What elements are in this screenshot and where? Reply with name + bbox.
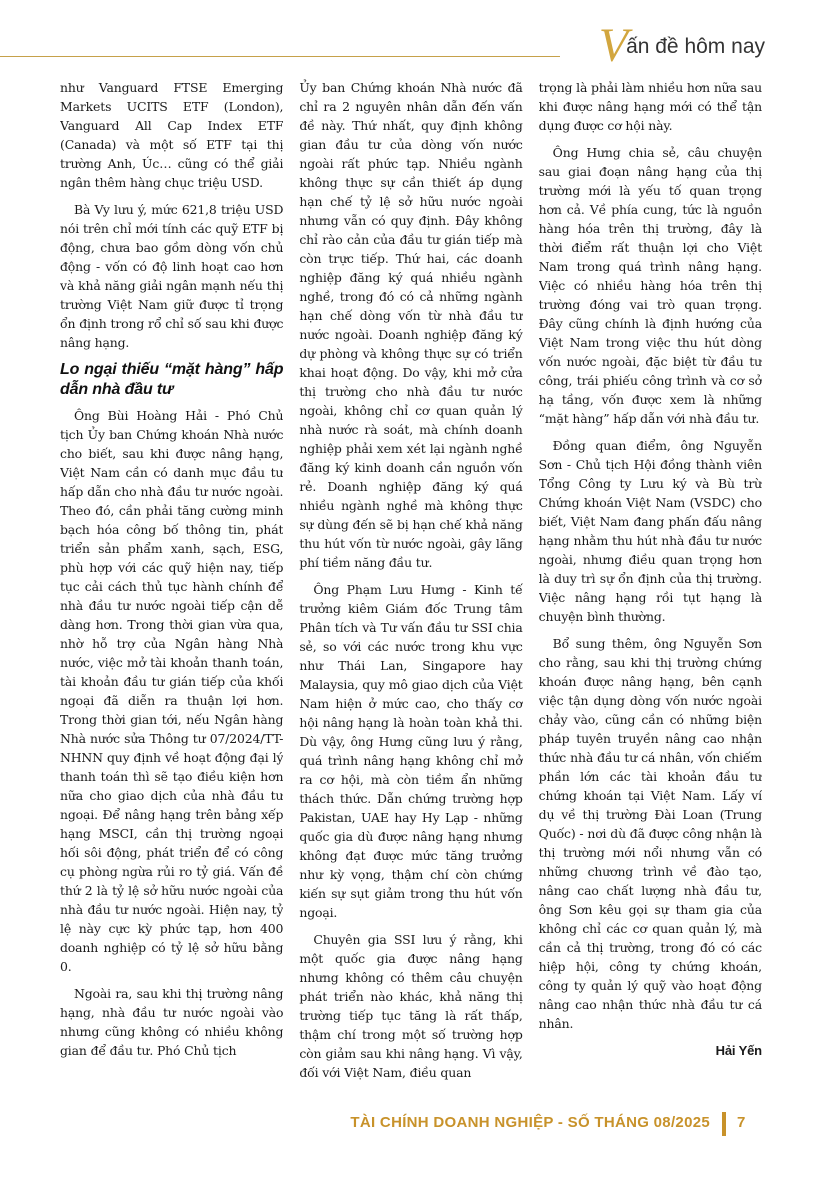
header-rule — [0, 56, 560, 57]
publication-title: TÀI CHÍNH DOANH NGHIỆP - SỐ THÁNG 08/2025 — [350, 1114, 710, 1131]
paragraph: Chuyên gia SSI lưu ý rằng, khi một quốc gia được nâng hạng nhưng không có thêm câu chuyện phát triển nào khác, khả năng thị trường tiếp tục tăng là rất thấp, thậm chí trong một số trường hợp còn giảm sau khi nâng hạng. Vì vậy, đối với Việt Nam, điều quan — [299, 932, 523, 1080]
paragraph: trọng là phải làm nhiều hơn nữa sau khi được nâng hạng mới có thể tận dụng được cơ hội này. — [538, 80, 762, 133]
paragraph: Bổ sung thêm, ông Nguyễn Sơn cho rằng, sau khi thị trường chứng khoán được nâng hạng, bên cạnh việc tận dụng dòng vốn nước ngoài chảy vào, cũng cần có những biện pháp tuyên truyền nâng cao nhận thức nhà đầu tư cá nhân, vốn chiếm phần lớn các tài khoản đầu tư chứng khoán tại Việt Nam. Lấy ví dụ về thị trường Đài Loan (Trung Quốc) - nơi dù đã được công nhận là thị trường mới nổi nhưng vẫn có những chương trình về đào tạo, nâng cao chất lượng nhà đầu tư, ông Sơn kêu gọi sự tham gia của không chỉ các cơ quan quản lý, mà cần cả thị trường, trong đó có các hiệp hội, công ty chứng khoán, công ty quản lý quỹ vào hoạt động nâng cao nhận thức nhà đầu tư cá nhân. — [538, 636, 762, 1031]
paragraph: Ngoài ra, sau khi thị trường nâng hạng, nhà đầu tư nước ngoài vào nhưng cũng không có nhiều không gian để đầu tư. Phó Chủ tịch — [60, 986, 284, 1058]
paragraph: Ông Hưng chia sẻ, câu chuyện sau giai đoạn nâng hạng của thị trường mới là yếu tố quan trọng hơn cả. Về phía cung, tức là nguồn hàng hóa trên thị trường, đây là thời điểm rất thuận lợi cho Việt Nam trong quá trình nâng hạng. Việc có nhiều hàng hóa trên thị trường đóng vai trò quan trọng. Đây cũng chính là định hướng của Việt Nam trong việc thu hút dòng vốn nước ngoài, đặc biệt từ đầu tư công, trái phiếu công trình và cơ sở hạ tầng, vốn được xem là những “mặt hàng” hấp dẫn với nhà đầu tư. — [538, 145, 762, 426]
paragraph: Ông Bùi Hoàng Hải - Phó Chủ tịch Ủy ban Chứng khoán Nhà nước cho biết, sau khi được nâng hạng, Việt Nam cần có danh mục đầu tư hấp dẫn cho nhà đầu tư nước ngoài. Theo đó, cần phải tăng cường minh bạch hóa công bố thông tin, phát triển sản phẩm xanh, sạch, ESG, phù hợp với các quỹ hiện nay, tiếp tục cải cách thủ tục hành chính để nhà đầu tư nước ngoài tiếp cận dễ dàng hơn. Trong thời gian vừa qua, nhờ hỗ trợ của Ngân hàng Nhà nước, việc mở tài khoản thanh toán, tài khoản đầu tư gián tiếp của khối ngoại đã diễn ra thuận lợi hơn. Trong thời gian tới, nếu Ngân hàng Nhà nước sửa Thông tư 07/2024/TT-NHNN quy định về hoạt động đại lý thanh toán thì sẽ tạo điều kiện hơn nữa cho giao dịch của nhà đầu tư ngoại. Để nâng hạng trên bảng xếp hạng MSCI, cần thị trường ngoại hối sôi động, phát triển để có công cụ phòng ngừa rủi ro tỷ giá. Vấn đề thứ 2 là tỷ lệ sở hữu nước ngoài của nhà đầu tư nước ngoài. Hiện nay, tỷ lệ này cực kỳ phức tạp, hơn 400 doanh nghiệp có tỷ lệ sở hữu bằng 0. — [60, 408, 284, 974]
paragraph: Đồng quan điểm, ông Nguyễn Sơn - Chủ tịch Hội đồng thành viên Tổng Công ty Lưu ký và Bù trừ Chứng khoán Việt Nam (VSDC) cho biết, Việt Nam đang phấn đấu nâng hạng nhằm thu hút nhà đầu tư nước ngoài, nhưng điều quan trọng hơn là duy trì sự ổn định của thị trường. Việc nâng hạng rồi tụt hạng là chuyện bình thường. — [538, 438, 762, 624]
paragraph: Ủy ban Chứng khoán Nhà nước đã chỉ ra 2 nguyên nhân dẫn đến vấn đề này. Thứ nhất, quy định không gian đầu tư của dòng vốn nước ngoài rất phức tạp. Nhiều ngành không thực sự cần thiết áp dụng hạn chế tỷ lệ sở hữu nước ngoài nhưng vẫn có quy định. Đây không chỉ rào cản của đầu tư gián tiếp mà còn trực tiếp. Thứ hai, các doanh nghiệp đăng ký quá nhiều ngành nghề, trong đó có cả những ngành hạn chế dòng vốn từ nhà đầu tư nước ngoài. Doanh nghiệp đăng ký dự phòng và không thực sự có triển khai hoạt động. Do vậy, khi mở cửa thị trường cho nhà đầu tư nước ngoài, không chỉ cơ quan quản lý nhà nước rà soát, mà chính doanh nghiệp phải xem xét lại ngành nghề đăng ký kinh doanh cần nguồn vốn rẻ. Doanh nghiệp đăng ký quá nhiều ngành nghề mà không thực sự dùng đến sẽ bị hạn chế khả năng thu hút vốn từ nước ngoài, gây lãng phí tiềm năng đầu tư. — [299, 80, 523, 570]
page-number: 7 — [737, 1114, 746, 1131]
paragraph: Ông Phạm Lưu Hưng - Kinh tế trưởng kiêm Giám đốc Trung tâm Phân tích và Tư vấn đầu tư SSI chia sẻ, so với các nước trong khu vực như Thái Lan, Singapore hay Malaysia, quy mô giao dịch của Việt Nam hiện ở mức cao, cho thấy cơ hội nâng hạng là hoàn toàn khả thi. Dù vậy, ông Hưng cũng lưu ý rằng, quá trình nâng hạng không chỉ mở ra cơ hội, mà còn tiềm ẩn những thách thức. Dẫn chứng trường hợp Pakistan, UAE hay Hy Lạp - những quốc gia dù được nâng hạng nhưng không đạt được mức tăng trưởng như kỳ vọng, thậm chí còn chứng kiến sự sụt giảm trong thu hút vốn ngoại. — [299, 582, 523, 920]
section-title — [598, 19, 765, 72]
author-byline: Hải Yến — [715, 1043, 762, 1058]
paragraph: như Vanguard FTSE Emerging Markets UCITS ETF (London), Vanguard All Cap Index ETF (Canada) và một số ETF tại thị trường Anh, Úc… cũng có thể giải ngân thêm hàng chục triệu USD. — [60, 80, 284, 190]
column-1 — [60, 78, 283, 1093]
section-title-initial: V — [598, 19, 629, 72]
paragraph: Bà Vy lưu ý, mức 621,8 triệu USD nói trên chỉ mới tính các quỹ ETF bị động, chưa bao gồm dòng vốn chủ động - vốn có độ linh hoạt cao hơn và khả năng giải ngân mạnh nếu thị trường Việt Nam giữ được tỉ trọng ổn định trong rổ chỉ số sau khi được nâng hạng. — [60, 202, 284, 350]
footer-divider — [722, 1112, 726, 1136]
subheading: Lo ngại thiếu “mặt hàng” hấp dẫn nhà đầu tư — [60, 361, 284, 398]
column-2 — [299, 78, 522, 1093]
column-3 — [539, 78, 762, 1093]
page-footer — [0, 1112, 815, 1136]
article-body — [60, 78, 762, 1093]
section-title-rest: ấn đề hôm nay — [626, 35, 765, 58]
page-header — [0, 20, 815, 80]
